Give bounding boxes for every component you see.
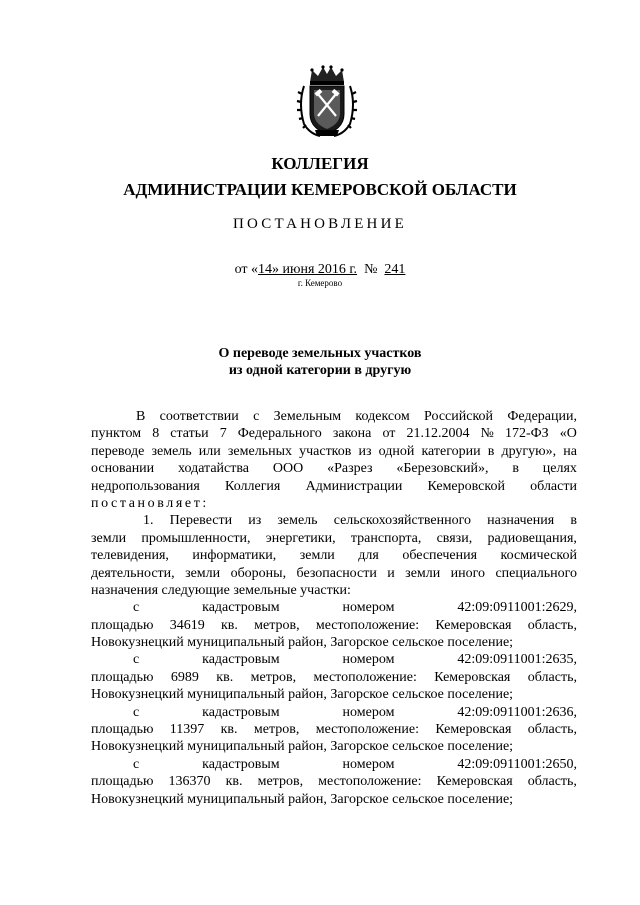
date-close-quote: » [272, 262, 280, 277]
word: деятельности, [91, 565, 175, 581]
word: в [512, 461, 519, 477]
word: метров, [250, 669, 297, 685]
word: № [480, 426, 494, 442]
word: 42:09:0911001:2635, [457, 652, 577, 668]
word: Коллегия [225, 478, 281, 494]
word: или [198, 443, 221, 459]
word: безопасности [296, 565, 377, 581]
word: Кемеровская [435, 722, 512, 738]
text-line [91, 425, 577, 442]
word: Перевести [169, 513, 233, 529]
word: земли [185, 565, 221, 581]
text-line [91, 565, 577, 582]
word: Кемеровская [435, 617, 512, 633]
word: земли [299, 548, 335, 564]
word: земли [405, 565, 441, 581]
word: кв. [220, 722, 238, 738]
word: другую», [501, 443, 557, 459]
word: номером [342, 600, 395, 616]
word: Российской [424, 409, 494, 424]
word: статьи [170, 426, 209, 442]
word: кадастровым [202, 704, 280, 720]
word: 42:09:0911001:2650, [457, 756, 577, 772]
word: «О [559, 426, 577, 442]
word: земель [151, 443, 192, 459]
word: телевидения, [91, 548, 169, 564]
parcel-location-line: Новокузнецкий муниципальный район, Загорское сельское поселение; [91, 791, 514, 807]
word: 136370 [168, 774, 211, 790]
date-month-year: июня 2016 г. [282, 262, 358, 277]
word: основании [91, 461, 155, 477]
word: с [253, 409, 260, 424]
parcel-location-line: Новокузнецкий муниципальный район, Загорское сельское поселение; [91, 687, 514, 703]
coat-of-arms-icon [296, 64, 358, 140]
text-line [91, 460, 577, 477]
org-name-line2: АДМИНИСТРАЦИИ КЕМЕРОВСКОЙ ОБЛАСТИ [123, 180, 517, 199]
word: сельскохозяйственного [333, 513, 471, 529]
document-number: 241 [384, 262, 406, 277]
word: местоположение: [313, 669, 417, 685]
word: соответствии [159, 409, 239, 424]
text-line [91, 512, 577, 529]
org-name-line1: КОЛЛЕГИЯ [271, 154, 369, 173]
word: космической [500, 548, 577, 564]
parcel-cadastral-line [91, 704, 577, 721]
word: обороны, [230, 565, 287, 581]
word: с [133, 600, 140, 616]
text-line [91, 547, 577, 564]
word: промышленности, [141, 530, 251, 546]
word: кв. [216, 669, 234, 685]
word: 7 [219, 426, 227, 442]
text-line [91, 408, 577, 425]
number-label: № [364, 262, 378, 277]
word: метров, [254, 617, 300, 633]
word: ООО [272, 461, 304, 477]
text-line [91, 495, 577, 512]
word: целях [542, 461, 577, 477]
word: кадастровым [202, 652, 280, 668]
word: Администрации [305, 478, 403, 494]
word: область, [527, 774, 577, 790]
word: метров, [253, 722, 300, 738]
word: с [133, 756, 140, 772]
word: площадью [91, 774, 154, 790]
word: кадастровым [202, 600, 280, 616]
word: кв. [225, 774, 243, 790]
date-number-line [0, 262, 640, 278]
text-line: назначения следующие земельные участки: [91, 582, 351, 598]
parcel-area-line [91, 773, 577, 790]
word: информатики, [192, 548, 277, 564]
word: 6989 [170, 669, 199, 685]
word: Федерального [237, 426, 322, 442]
word: ходатайства [178, 461, 250, 477]
text-line [91, 478, 577, 495]
city: г. Кемерово [297, 278, 343, 288]
word: участков [299, 443, 352, 459]
word: 1. [143, 513, 154, 529]
word: площадью [91, 722, 154, 738]
word: с [133, 704, 140, 720]
parcel-area-line [91, 617, 577, 634]
parcel-area-line [91, 721, 577, 738]
word: на [563, 443, 577, 459]
word: для [358, 548, 379, 564]
word: земель [277, 513, 318, 529]
word: иного [450, 565, 486, 581]
word: транспорта, [350, 530, 422, 546]
date-day: 14 [258, 262, 273, 277]
word: назначения [487, 513, 555, 529]
word: 42:09:0911001:2629, [457, 600, 577, 616]
word: Федерации, [507, 409, 577, 424]
parcel-cadastral-line [91, 599, 577, 616]
word: область, [527, 722, 577, 738]
word: 21.12.2004 [406, 426, 470, 442]
word: номером [342, 652, 395, 668]
word: радиовещания, [487, 530, 577, 546]
word: области [530, 478, 577, 494]
word: в [570, 513, 577, 529]
word: Земельным [273, 409, 342, 424]
date-prefix: от « [234, 262, 259, 277]
word: категории [421, 443, 481, 459]
word: пунктом [91, 426, 142, 442]
word: область, [527, 617, 577, 633]
word: В [136, 409, 146, 424]
word: кв. [220, 617, 238, 633]
word: «Разрез [327, 461, 373, 477]
word: метров, [257, 774, 304, 790]
word: из [248, 513, 262, 529]
word: закона [332, 426, 372, 442]
word: кадастровым [202, 756, 280, 772]
resolves-word: постановляет: [91, 495, 209, 511]
parcel-cadastral-line [91, 756, 577, 773]
text-line [91, 443, 577, 460]
word: область, [527, 669, 577, 685]
word: номером [342, 756, 395, 772]
word: специального [495, 565, 577, 581]
word: земельных [227, 443, 292, 459]
word: местоположение: [318, 774, 422, 790]
word: 34619 [169, 617, 205, 633]
subject-line2: из одной категории в другую [228, 363, 412, 378]
word: 11397 [169, 722, 205, 738]
word: и [387, 565, 395, 581]
word: одной [378, 443, 415, 459]
word: энергетики, [265, 530, 336, 546]
word: связи, [436, 530, 473, 546]
document-type: ПОСТАНОВЛЕНИЕ [233, 216, 407, 232]
word: от [382, 426, 396, 442]
parcel-area-line [91, 669, 577, 686]
document-body [91, 408, 577, 808]
word: недропользования [91, 478, 200, 494]
text-line [91, 530, 577, 547]
subject-line1: О переводе земельных участков [218, 346, 422, 361]
word: площадью [91, 617, 154, 633]
word: с [133, 652, 140, 668]
word: «Березовский», [396, 461, 489, 477]
word: номером [342, 704, 395, 720]
word: в [487, 443, 495, 459]
word: местоположение: [315, 722, 420, 738]
word: из [358, 443, 372, 459]
word: площадью [91, 669, 154, 685]
word: Кемеровской [427, 478, 505, 494]
parcel-cadastral-line [91, 651, 577, 668]
word: 8 [152, 426, 160, 442]
word: местоположение: [315, 617, 420, 633]
word: переводе [91, 443, 145, 459]
parcel-location-line: Новокузнецкий муниципальный район, Загорское сельское поселение; [91, 739, 514, 755]
word: 42:09:0911001:2636, [457, 704, 577, 720]
word: земли [91, 530, 127, 546]
word: Кемеровская [436, 774, 513, 790]
word: 172-ФЗ [504, 426, 549, 442]
parcel-location-line: Новокузнецкий муниципальный район, Загорское сельское поселение; [91, 635, 514, 651]
word: Кемеровская [434, 669, 511, 685]
word: обеспечения [402, 548, 478, 564]
word: кодексом [355, 409, 410, 424]
